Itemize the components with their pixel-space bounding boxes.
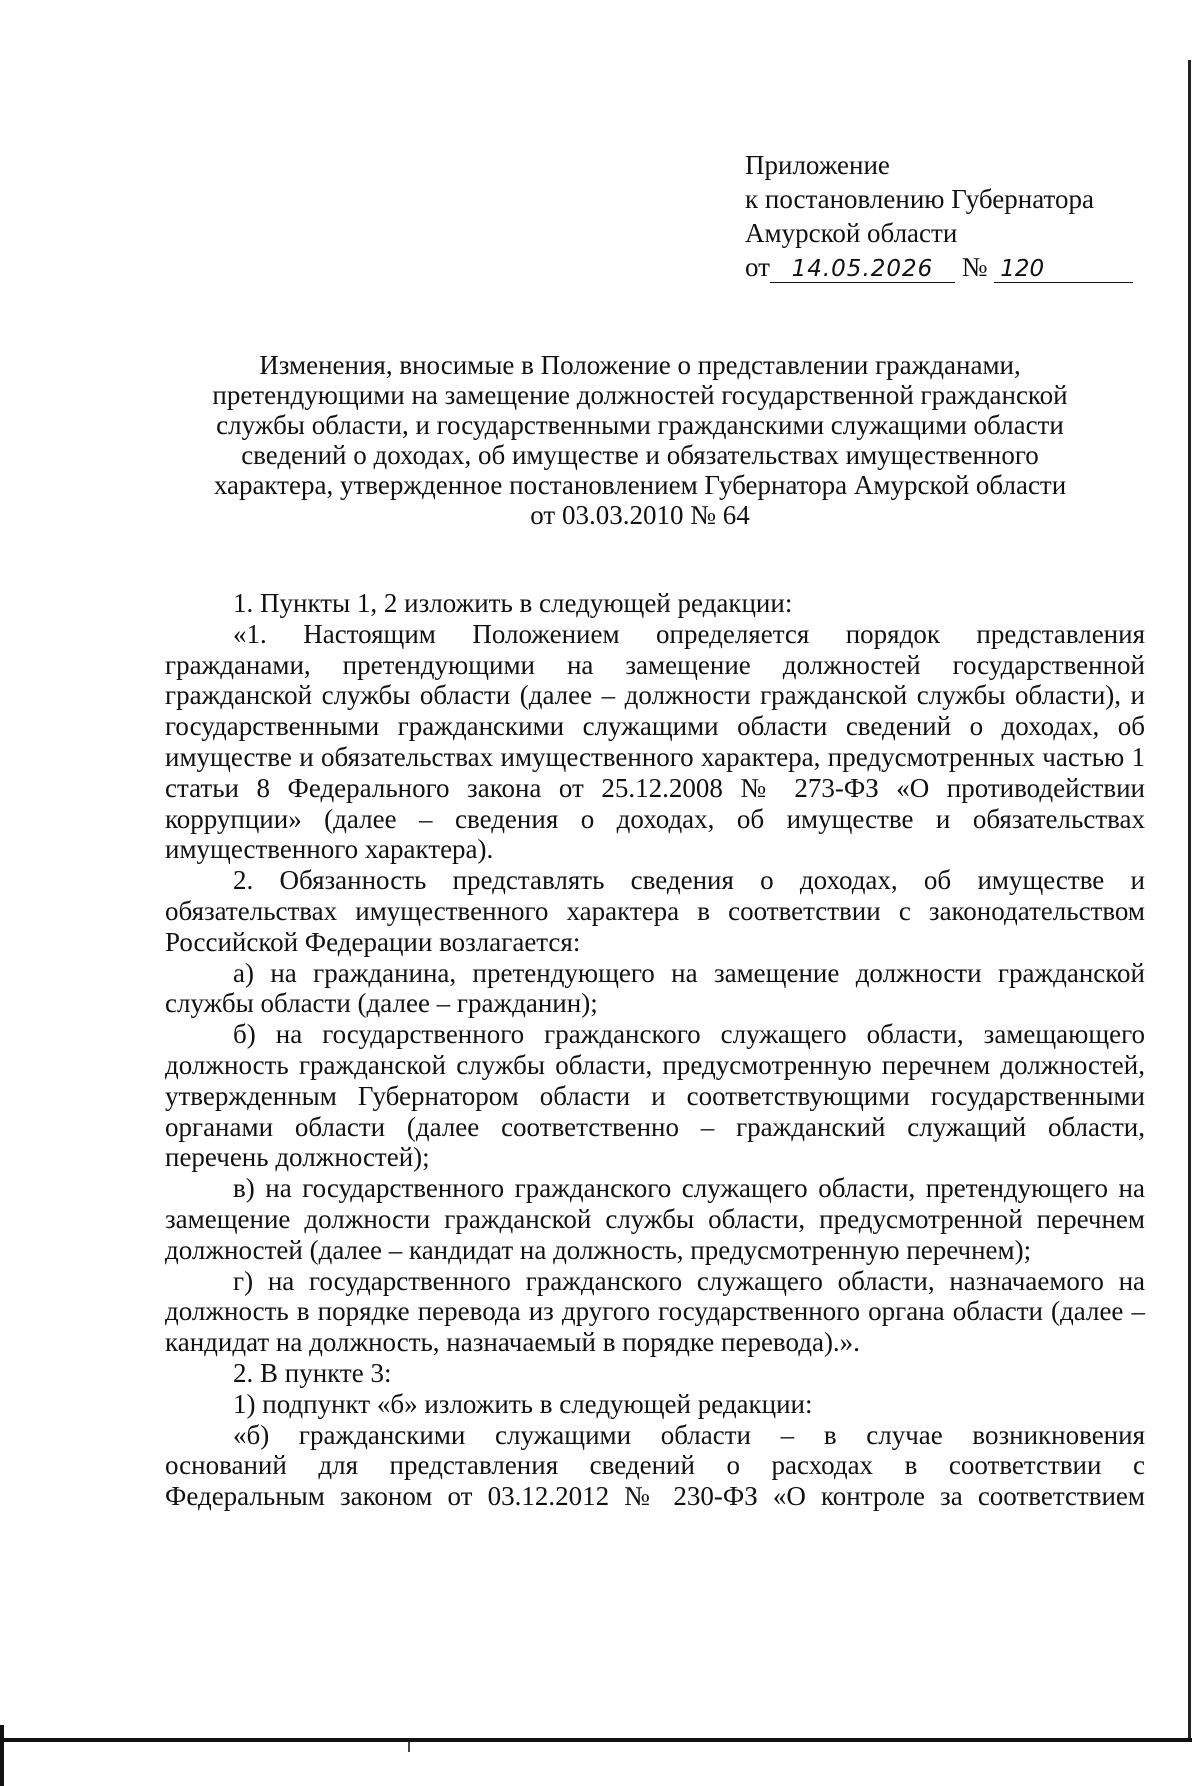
paragraph-subclause-g: г) на государственного гражданского служащего области, назначаемого на должность в порядке перевода из другого государственного органа области (далее – кандидат на должность, назначаемый в порядке перевода).».: [165, 1265, 1145, 1358]
scan-mark: [408, 1742, 410, 1752]
number-prefix: №: [961, 252, 988, 282]
date-prefix: от: [745, 252, 770, 282]
scan-border-right: [1188, 60, 1191, 1740]
paragraph-subclause-b-new: [165, 1420, 1145, 1512]
paragraph-line: Федеральным законом от 03.12.2012 № 230-ФЗ «О контроле за соответствием: [165, 1481, 1145, 1512]
attachment-region-label: Амурской области: [745, 218, 958, 248]
paragraph-line: оснований для представления сведений о расходах в соответствии с: [165, 1450, 1145, 1481]
paragraph-subclause-b: б) на государственного гражданского служащего области, замещающего должность гражданской службы области, предусмотренную перечнем должностей, утвержденным Губернатором области и соответствующими государственными органами области (далее соответственно – гражданский служащий области, перечень должностей);: [165, 1019, 1145, 1173]
title-line: службы области, и государственными гражданскими служащими области: [216, 410, 1064, 440]
title-line: характера, утвержденное постановлением Губернатора Амурской области: [213, 470, 1067, 500]
attachment-resolution-label: к постановлению Губернатора: [745, 184, 1094, 214]
handwritten-date: 14.05.2026: [770, 256, 955, 283]
attachment-date-line: [745, 250, 1133, 284]
handwritten-number: 120: [994, 256, 1133, 283]
paragraph-clause-1: «1. Настоящим Положением определяется порядок представления гражданами, претендующими на замещение должностей государственной гражданской службы области (далее – должности гражданской службы области), и государственными гражданскими служащими области сведений о доходах, об имуществе и обязательствах имущественного характера, предусмотренных частью 1 статьи 8 Федерального закона от 25.12.2008 № 273-ФЗ «О противодействии коррупции» (далее – сведения о доходах, об имуществе и обязательствах имущественного характера).: [165, 618, 1145, 865]
document-body: [165, 588, 1145, 1512]
title-line: сведений о доходах, об имуществе и обязательствах имущественного: [241, 440, 1039, 470]
attachment-header: [745, 148, 1133, 284]
scan-border-left: [0, 1725, 4, 1786]
paragraph-subitem-1: 1) подпункт «б» изложить в следующей редакции:: [233, 1388, 813, 1419]
paragraph-item-1: 1. Пункты 1, 2 изложить в следующей редакции:: [233, 588, 793, 618]
scan-border-bottom: [0, 1738, 1192, 1742]
paragraph-subclause-v: в) на государственного гражданского служащего области, претендующего на замещение должности гражданской службы области, предусмотренной перечнем должностей (далее – кандидат на должность, предусмотренную перечнем);: [165, 1173, 1145, 1265]
attachment-label: Приложение: [745, 150, 890, 180]
title-line: Изменения, вносимые в Положение о представлении гражданами,: [259, 350, 1021, 380]
title-line: претендующими на замещение должностей государственной гражданской: [212, 380, 1068, 410]
paragraph-item-2: 2. В пункте 3:: [233, 1357, 392, 1388]
document-title: [165, 350, 1115, 530]
paragraph-subclause-a: а) на гражданина, претендующего на замещение должности гражданской службы области (далее – гражданин);: [165, 957, 1145, 1019]
paragraph-line: «б) гражданскими служащими области – в случае возникновения: [233, 1419, 1145, 1450]
title-line: от 03.03.2010 № 64: [530, 500, 750, 530]
paragraph-clause-2: 2. Обязанность представлять сведения о доходах, об имуществе и обязательствах имущественного характера в соответствии с законодательством Российской Федерации возлагается:: [165, 865, 1145, 957]
